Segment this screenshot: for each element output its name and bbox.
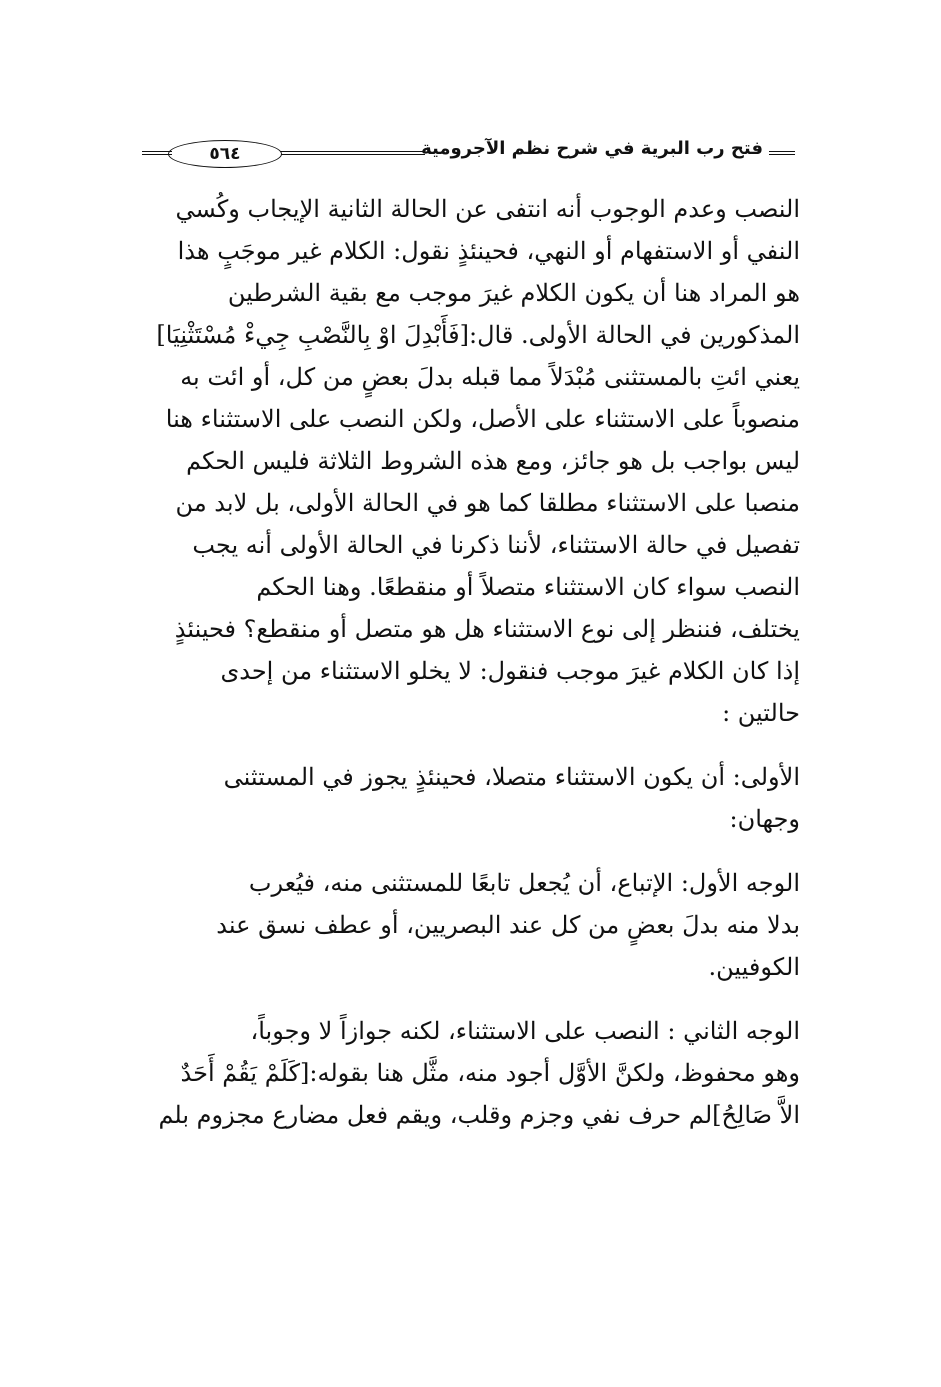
- text-line: النصب سواء كان الاستثناء متصلاً أو منقطعًا. وهنا الحكم: [256, 573, 800, 601]
- text-line: النفي أو الاستفهام أو النهي، فحينئذٍ نقول: الكلام غير موجَبٍ هذا: [177, 237, 800, 265]
- text-line: منصوباً على الاستثناء على الأصل، ولكن النصب على الاستثناء هنا: [165, 405, 800, 433]
- text-line: بدلا منه بدلَ بعضٍ من كل عند البصريين، أو عطف نسق عند: [216, 911, 800, 939]
- paragraph-gap: [138, 840, 800, 862]
- text-line: إذا كان الكلام غيرَ موجب فنقول: لا يخلو الاستثناء من إحدى: [220, 657, 800, 685]
- paragraph-1: [138, 188, 800, 734]
- text-line: يختلف، فننظر إلى نوع الاستثناء هل هو متصل أو منقطع؟ فحينئذٍ: [174, 615, 800, 643]
- text-line: تفصيل في حالة الاستثناء، لأننا ذكرنا في الحالة الأولى أنه يجب: [192, 531, 800, 559]
- text-line: ليس بواجب بل هو جائز، ومع هذه الشروط الثلاثة فليس الحكم: [186, 447, 800, 475]
- paragraph-gap: [138, 734, 800, 756]
- text-line: وهو محفوظ، ولكنَّ الأوَّل أجود منه، مثَّل هنا بقوله:[كَلَمْ يَقُمْ أَحَدٌ: [180, 1059, 800, 1087]
- text-line: النصب وعدم الوجوب أنه انتفى عن الحالة الثانية الإيجاب وكُسي: [175, 195, 800, 223]
- paragraph-4: [138, 1010, 800, 1136]
- text-line: حالتين :: [722, 699, 800, 727]
- header-rule-middle: [280, 151, 425, 155]
- text-line: الأولى: أن يكون الاستثناء متصلا، فحينئذٍ يجوز في المستثنى: [223, 763, 800, 791]
- paragraph-3: [138, 862, 800, 988]
- text-line: وجهان:: [729, 805, 800, 833]
- text-line: يعني ائتِ بالمستثنى مُبْدَلاً مما قبله بدلَ بعضٍ من كل، أو ائت به: [180, 363, 800, 391]
- header-rule-left: [142, 151, 172, 155]
- text-line: المذكورين في الحالة الأولى. قال:[فَأَبْدِلَ اوْ بِالنَّصْبِ جِيءْ مُسْتَثْنِيَا]: [156, 321, 800, 349]
- text-line: منصبا على الاستثناء مطلقا كما هو في الحالة الأولى، بل لابد من: [175, 489, 800, 517]
- text-line: الوجه الثاني : النصب على الاستثناء، لكنه جوازاً لا وجوباً،: [250, 1017, 800, 1045]
- book-title: فتح رب البرية في شرح نظم الآجرومية: [421, 138, 763, 159]
- text-line: الكوفيين.: [708, 953, 800, 981]
- text-line: هو المراد هنا أن يكون الكلام غيرَ موجب مع بقية الشرطين: [227, 279, 800, 307]
- header-rule-right: [769, 151, 795, 155]
- paragraph-2: [138, 756, 800, 840]
- text-line: الاَّ صَالِحُ]لم حرف نفي وجزم وقلب، ويقم فعل مضارع مجزوم بلم: [158, 1101, 800, 1129]
- paragraph-gap: [138, 988, 800, 1010]
- page-number: ٥٦٤: [168, 140, 282, 168]
- text-line: الوجه الأول: الإتباع، أن يُجعل تابعًا للمستثنى منه، فيُعرب: [248, 869, 800, 897]
- running-header: [140, 138, 795, 178]
- page-body: [138, 188, 800, 1136]
